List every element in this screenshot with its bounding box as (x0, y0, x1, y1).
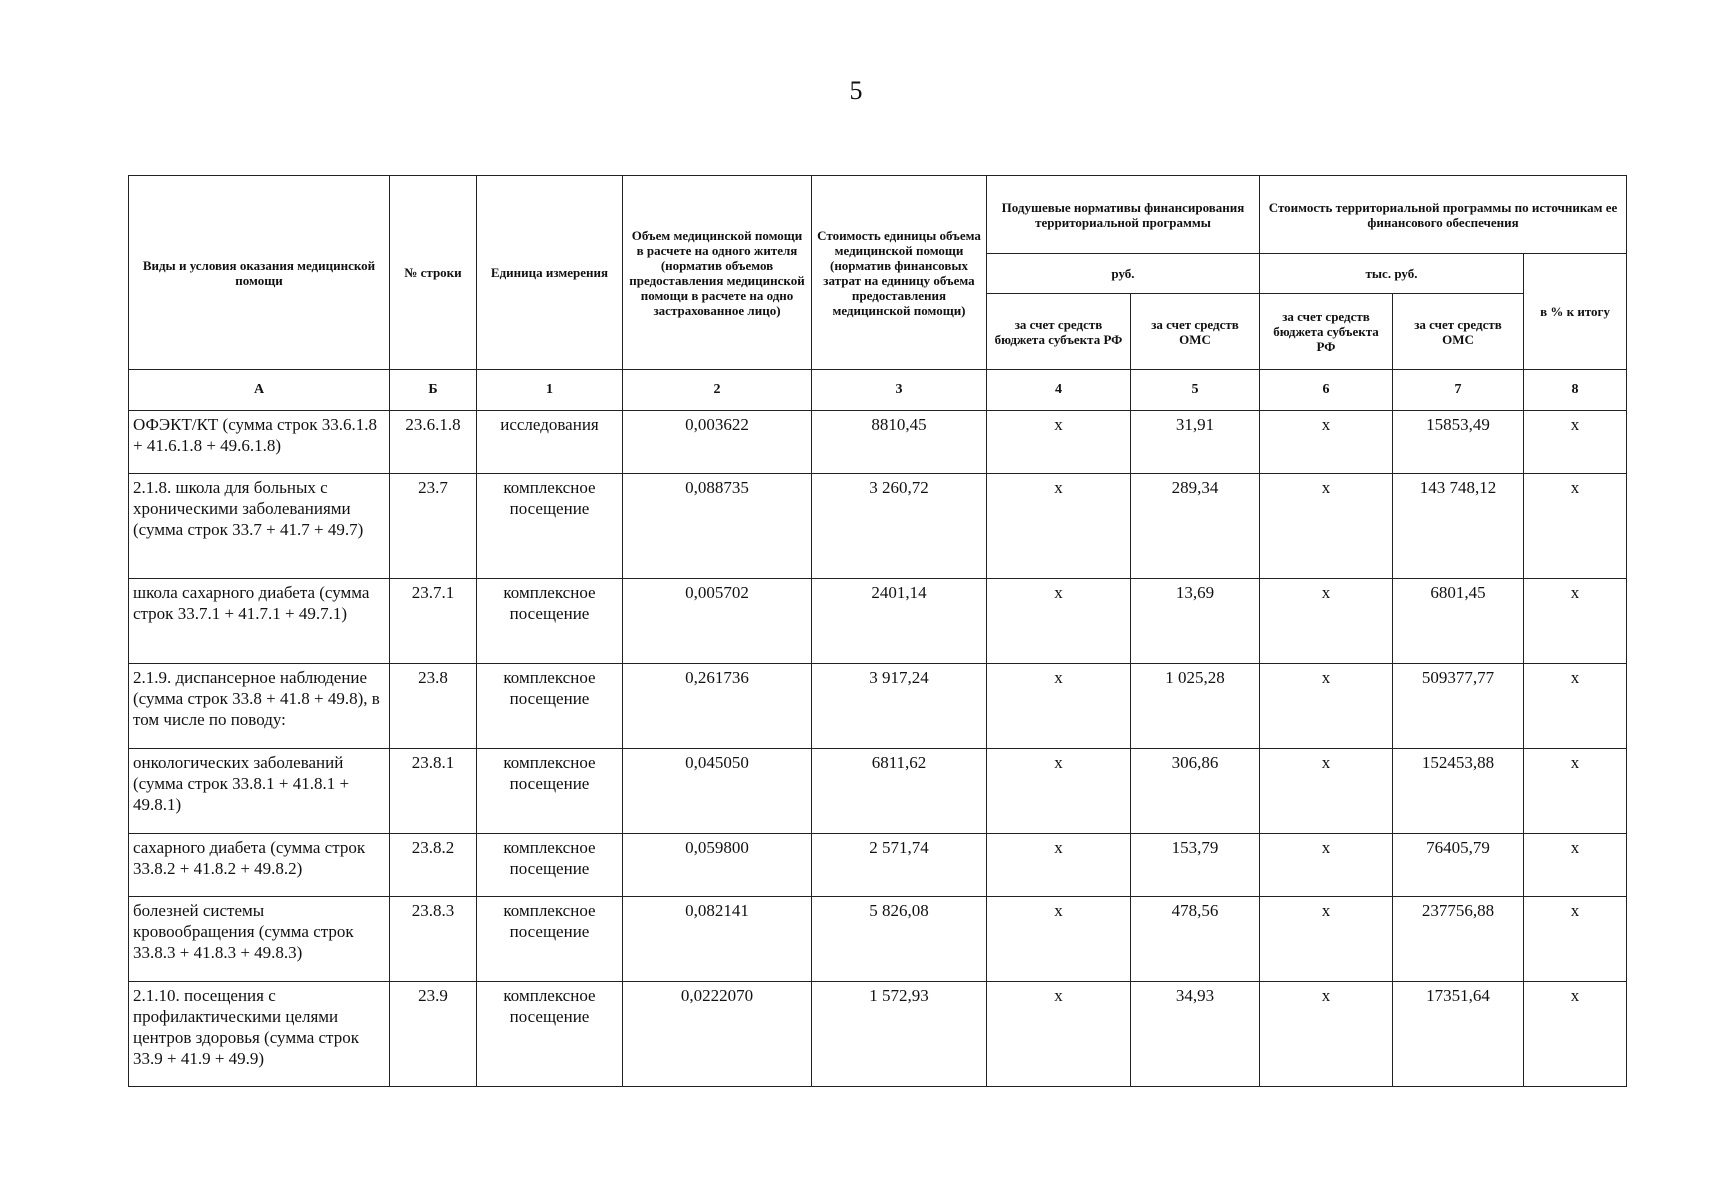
unit-cell: комплексное посещение (477, 982, 623, 1087)
unit-cell: комплексное посещение (477, 897, 623, 982)
unit-cost-cell: 2 571,74 (812, 834, 987, 897)
header-care-type: Виды и условия оказания медицинской помощи (129, 176, 390, 370)
column-index: 2 (623, 370, 812, 411)
oms-rub-cell: 1 025,28 (1131, 664, 1260, 749)
line-number-cell: 23.8 (390, 664, 477, 749)
budget-rub-cell: x (987, 664, 1131, 749)
unit-cost-cell: 3 260,72 (812, 474, 987, 579)
table-row (129, 664, 1627, 749)
budget-thousand-cell: x (1260, 897, 1393, 982)
care-type-cell: болезней системы кровообращения (сумма строк 33.8.3 + 41.8.3 + 49.8.3) (129, 897, 390, 982)
percent-cell: x (1524, 834, 1627, 897)
care-type-cell: онкологических заболеваний (сумма строк 33.8.1 + 41.8.1 + 49.8.1) (129, 749, 390, 834)
column-index: 4 (987, 370, 1131, 411)
volume-cell: 0,003622 (623, 411, 812, 474)
column-index: 7 (1393, 370, 1524, 411)
percent-cell: x (1524, 411, 1627, 474)
care-type-cell: ОФЭКТ/КТ (сумма строк 33.6.1.8 + 41.6.1.8 + 49.6.1.8) (129, 411, 390, 474)
table-row (129, 579, 1627, 664)
header-program-cost-group: Стоимость территориальной программы по источникам ее финансового обеспечения (1260, 176, 1627, 254)
column-index: 1 (477, 370, 623, 411)
oms-thousand-cell: 17351,64 (1393, 982, 1524, 1087)
volume-cell: 0,005702 (623, 579, 812, 664)
budget-thousand-cell: x (1260, 982, 1393, 1087)
care-type-cell: школа сахарного диабета (сумма строк 33.7.1 + 41.7.1 + 49.7.1) (129, 579, 390, 664)
unit-cost-cell: 3 917,24 (812, 664, 987, 749)
line-number-cell: 23.6.1.8 (390, 411, 477, 474)
oms-thousand-cell: 143 748,12 (1393, 474, 1524, 579)
unit-cost-cell: 1 572,93 (812, 982, 987, 1087)
oms-rub-cell: 478,56 (1131, 897, 1260, 982)
budget-rub-cell: x (987, 897, 1131, 982)
budget-thousand-cell: x (1260, 411, 1393, 474)
unit-cell: исследования (477, 411, 623, 474)
table-row (129, 411, 1627, 474)
unit-cell: комплексное посещение (477, 579, 623, 664)
budget-rub-cell: x (987, 834, 1131, 897)
volume-cell: 0,088735 (623, 474, 812, 579)
percent-cell: x (1524, 897, 1627, 982)
budget-thousand-cell: x (1260, 664, 1393, 749)
percent-cell: x (1524, 749, 1627, 834)
line-number-cell: 23.8.1 (390, 749, 477, 834)
oms-rub-cell: 34,93 (1131, 982, 1260, 1087)
percent-cell: x (1524, 664, 1627, 749)
volume-cell: 0,082141 (623, 897, 812, 982)
unit-cell: комплексное посещение (477, 749, 623, 834)
budget-thousand-cell: x (1260, 474, 1393, 579)
care-type-cell: 2.1.10. посещения с профилактическими целями центров здоровья (сумма строк 33.9 + 41.9 + 49.9) (129, 982, 390, 1087)
column-index: 8 (1524, 370, 1627, 411)
care-type-cell: 2.1.8. школа для больных с хроническими заболеваниями (сумма строк 33.7 + 41.7 + 49.7) (129, 474, 390, 579)
budget-thousand-cell: x (1260, 749, 1393, 834)
budget-rub-cell: x (987, 749, 1131, 834)
unit-cell: комплексное посещение (477, 474, 623, 579)
header-percent-of-total: в % к итогу (1524, 254, 1627, 370)
volume-cell: 0,261736 (623, 664, 812, 749)
column-index: 3 (812, 370, 987, 411)
oms-thousand-cell: 152453,88 (1393, 749, 1524, 834)
column-index: 6 (1260, 370, 1393, 411)
budget-rub-cell: x (987, 982, 1131, 1087)
oms-rub-cell: 13,69 (1131, 579, 1260, 664)
oms-thousand-cell: 15853,49 (1393, 411, 1524, 474)
percent-cell: x (1524, 982, 1627, 1087)
table-row (129, 897, 1627, 982)
oms-thousand-cell: 509377,77 (1393, 664, 1524, 749)
percent-cell: x (1524, 474, 1627, 579)
column-index-row (129, 370, 1627, 411)
care-type-cell: сахарного диабета (сумма строк 33.8.2 + 41.8.2 + 49.8.2) (129, 834, 390, 897)
percent-cell: x (1524, 579, 1627, 664)
header-budget-rub: за счет средств бюджета субъекта РФ (987, 294, 1131, 370)
care-type-cell: 2.1.9. диспансерное наблюдение (сумма строк 33.8 + 41.8 + 49.8), в том числе по поводу: (129, 664, 390, 749)
oms-thousand-cell: 6801,45 (1393, 579, 1524, 664)
medical-care-table (128, 175, 1627, 1087)
unit-cost-cell: 8810,45 (812, 411, 987, 474)
table-row (129, 834, 1627, 897)
oms-rub-cell: 153,79 (1131, 834, 1260, 897)
oms-thousand-cell: 76405,79 (1393, 834, 1524, 897)
header-unit: Единица измерения (477, 176, 623, 370)
header-unit-rub: руб. (987, 254, 1260, 294)
line-number-cell: 23.8.2 (390, 834, 477, 897)
oms-rub-cell: 306,86 (1131, 749, 1260, 834)
budget-rub-cell: x (987, 474, 1131, 579)
header-oms-rub: за счет средств ОМС (1131, 294, 1260, 370)
line-number-cell: 23.7.1 (390, 579, 477, 664)
unit-cell: комплексное посещение (477, 834, 623, 897)
column-index: Б (390, 370, 477, 411)
table-row (129, 749, 1627, 834)
header-line-number: № строки (390, 176, 477, 370)
header-volume: Объем медицинской помощи в расчете на одного жителя (норматив объемов предоставления медицинской помощи в расчете на одно застрахованное лицо) (623, 176, 812, 370)
unit-cost-cell: 5 826,08 (812, 897, 987, 982)
line-number-cell: 23.9 (390, 982, 477, 1087)
budget-thousand-cell: x (1260, 834, 1393, 897)
oms-rub-cell: 289,34 (1131, 474, 1260, 579)
budget-rub-cell: x (987, 411, 1131, 474)
table-row (129, 474, 1627, 579)
table-row (129, 982, 1627, 1087)
volume-cell: 0,0222070 (623, 982, 812, 1087)
header-unit-cost: Стоимость единицы объема медицинской помощи (норматив финансовых затрат на единицу объема предоставления медицинской помощи) (812, 176, 987, 370)
unit-cell: комплексное посещение (477, 664, 623, 749)
budget-thousand-cell: x (1260, 579, 1393, 664)
volume-cell: 0,045050 (623, 749, 812, 834)
line-number-cell: 23.7 (390, 474, 477, 579)
unit-cost-cell: 6811,62 (812, 749, 987, 834)
header-per-capita-group: Подушевые нормативы финансирования территориальной программы (987, 176, 1260, 254)
volume-cell: 0,059800 (623, 834, 812, 897)
oms-thousand-cell: 237756,88 (1393, 897, 1524, 982)
header-budget-thousand: за счет средств бюджета субъекта РФ (1260, 294, 1393, 370)
line-number-cell: 23.8.3 (390, 897, 477, 982)
column-index: 5 (1131, 370, 1260, 411)
page-number: 5 (849, 76, 863, 105)
oms-rub-cell: 31,91 (1131, 411, 1260, 474)
header-oms-thousand: за счет средств ОМС (1393, 294, 1524, 370)
unit-cost-cell: 2401,14 (812, 579, 987, 664)
header-unit-thousand-rub: тыс. руб. (1260, 254, 1524, 294)
budget-rub-cell: x (987, 579, 1131, 664)
column-index: А (129, 370, 390, 411)
